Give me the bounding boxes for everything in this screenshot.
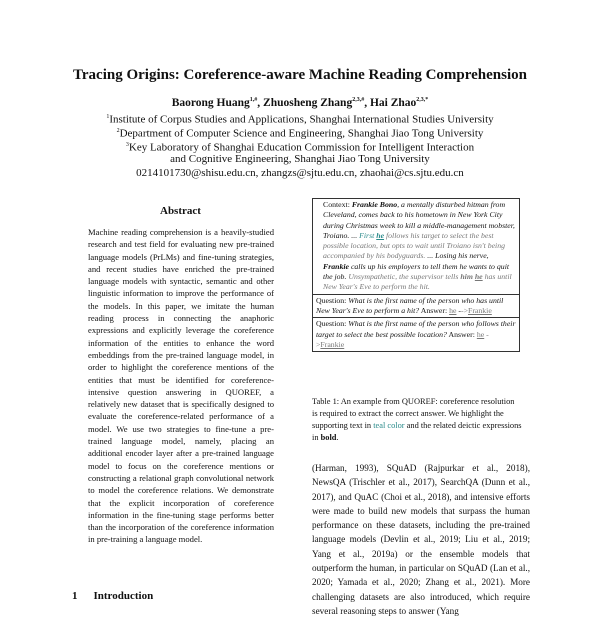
abstract-text: Machine reading comprehension is a heavily-studied research and test field for evaluating new pre-trained language models (PrLMs) and fine-tuning strategies, and recent studies have enriched the pre-trained language models with syntactic, semantic and other linguistic information to improve the performance of the models. In this paper, we imitate the human reading process in connecting the anaphoric expressions and explicitly leverage the coreference information of the entities to enhance the word embeddings from the pre-trained language model, in order to highlight the coreference mentions of the entities that must be identified for coreference-intensive question answering in QUOREF, a relatively new dataset that is specifically designed to evaluate the coreference-related performance of a model. We use two strategies to fine-tune a pre-trained language model, namely, placing an additional encoder layer after a pre-trained language model to focus on the coreference mentions or constructing a relational graph convolutional network to model the coreference relations. We demonstrate that the explicit incorporation of coreference information in the fine-tuning stage performs better than the incorporation of the coreference information in pre-training a language model. (88, 227, 274, 545)
context-cell: Context: Frankie Bono, a mentally disturbed hitman from Cleveland, comes back to his hometown in New York City during Christmas week to kill a middle-management mobster, Troiano. ... First he follows his target to select the best possible location, but opts to wait until Troiano isn't being accompanied by his bodyguards. ... Losing his nerve, Frankie calls up his employers to tell them he wants to quit the job. Unsympathetic, the supervisor tells him he has until New Year's Eve to perform the hit. (313, 199, 520, 295)
affiliation-3: $^3$Key Laboratory of Shanghai Education Commission for Intelligent Interaction (125, 141, 475, 154)
author-affil-marker: 2,3,# (352, 97, 365, 104)
question-cell: Question: What is the first name of the person who has until New Year's Eve to perform a hit? Answer: he -->Frankie (313, 294, 520, 318)
author-list: Baorong Huang$^{1,\#}$, Zhuosheng Zhang$^{2,3,\#}$, Hai Zhao$^{2,3,*}$ (171, 97, 429, 109)
table-caption: Table 1: An example from QUOREF: coreference resolution is required to extract the correct answer. We highlight the supporting text in teal color and the related deictic expressions in bold. (312, 397, 522, 442)
table-row (313, 318, 520, 352)
affiliation-1: $^1$Institute of Corpus Studies and Applications, Shanghai International Studies University (106, 113, 494, 126)
affiliation-2: $^2$Department of Computer Science and Engineering, Shanghai Jiao Tong University (116, 127, 484, 140)
author-name: Hai Zhao (369, 97, 417, 109)
author-emails: 0214101730@shisu.edu.cn, zhangzs@sjtu.edu.cn, zhaohai@cs.sjtu.edu.cn (136, 167, 464, 179)
section-heading-introduction: 1 Introduction (72, 590, 154, 602)
author-affil-marker: 2,3,* (416, 97, 429, 104)
table-row (313, 199, 520, 295)
abstract-heading: Abstract (160, 205, 201, 217)
author-affil-marker: 1,# (249, 97, 258, 104)
body-paragraph: (Harman, 1993), SQuAD (Rajpurkar et al., 2018), NewsQA (Trischler et al., 2017), SearchQA (Dunn et al., 2017), and QuAC (Choi et al., 2018), and intensive efforts were made to build new models that surpass the human performance on these datasets, including the pre-trained language models (Devlin et al., 2019; Liu et al., 2019; Yang et al., 2019a) or the ensemble models that outperform the human, in particular on SQuAD (Lan et al., 2020; Yamada et al., 2020; Zhang et al., 2021). More challenging datasets are also introduced, which require several reasoning steps to answer (Yang (312, 463, 530, 616)
question-cell: Question: What is the first name of the person who follows their target to select the best possible location? Answer: he ->Frankie (313, 318, 520, 352)
author-name: Baorong Huang (171, 97, 250, 109)
table-row (313, 294, 520, 318)
example-table (312, 198, 520, 352)
affiliation-3-cont: and Cognitive Engineering, Shanghai Jiao Tong University (170, 153, 430, 165)
paper-title: Tracing Origins: Coreference-aware Machine Reading Comprehension (73, 67, 527, 83)
author-name: Zhuosheng Zhang (263, 97, 353, 109)
